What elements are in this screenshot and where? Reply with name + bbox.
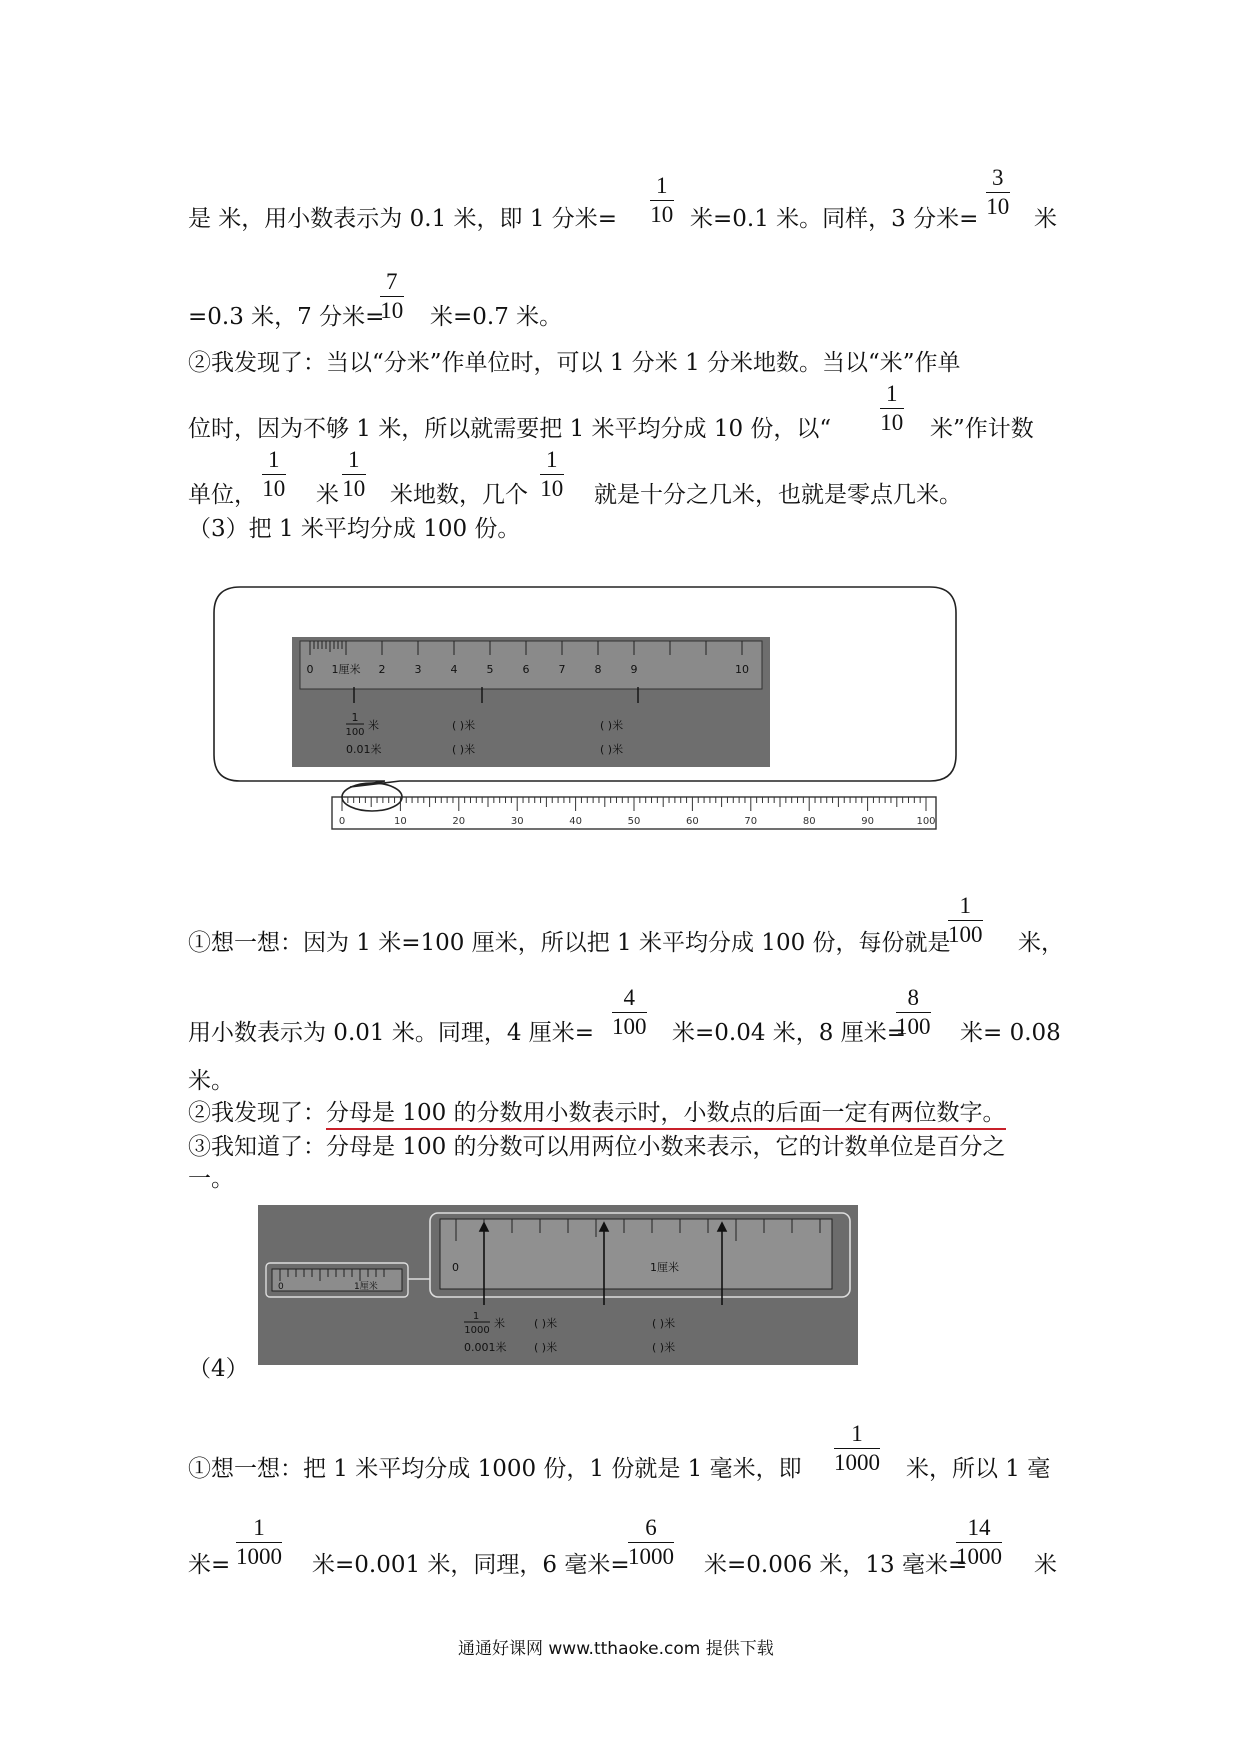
text-line: 就是十分之几米，也就是零点几米。 bbox=[594, 482, 962, 508]
ruler-label: 1厘米 bbox=[650, 1261, 679, 1274]
ruler-top-label: 2 bbox=[378, 663, 386, 676]
text-line: 米=0.7 米。 bbox=[430, 304, 563, 330]
section-heading: （4） bbox=[188, 1356, 249, 1382]
zoomed-ruler bbox=[300, 641, 762, 689]
fraction: 7 10 bbox=[380, 269, 404, 323]
unit-label: 米 bbox=[368, 719, 379, 732]
footer-credit: 通通好课网 www.tthaoke.com 提供下载 bbox=[458, 1639, 774, 1659]
ruler-bottom-label: 90 bbox=[861, 816, 874, 827]
ruler-bottom-label: 80 bbox=[802, 816, 816, 827]
fraction: 6 1000 bbox=[628, 1515, 674, 1569]
ruler-top-label: 1厘米 bbox=[331, 663, 361, 676]
small-ruler-label: 0 bbox=[278, 1282, 284, 1292]
blank-answer: ( )米 bbox=[534, 1317, 558, 1330]
ruler-figure-centimeters bbox=[200, 575, 960, 840]
text-line bbox=[188, 1102, 1006, 1125]
blank-answer: ( )米 bbox=[452, 719, 476, 732]
section-heading: （3）把 1 米平均分成 100 份。 bbox=[188, 516, 521, 542]
text-line: 米=0.1 米。同样，3 分米= bbox=[690, 206, 979, 232]
ruler-bottom-label: 100 bbox=[916, 816, 936, 827]
fraction-numerator: 1 bbox=[472, 1311, 480, 1322]
text-line: 米 bbox=[316, 482, 339, 508]
fraction-denominator: 100 bbox=[345, 727, 365, 738]
ruler-top-label: 3 bbox=[414, 663, 422, 676]
ruler-bottom-label: 60 bbox=[686, 816, 699, 827]
blank-answer: ( )米 bbox=[452, 743, 476, 756]
text-line: 米= 0.08 bbox=[960, 1020, 1061, 1046]
fraction: 1 100 bbox=[948, 893, 983, 947]
ruler-bottom-label: 70 bbox=[744, 816, 758, 827]
text-line: 米=0.04 米，8 厘米= bbox=[672, 1020, 907, 1046]
fraction: 14 1000 bbox=[956, 1515, 1002, 1569]
ruler-bottom-label: 20 bbox=[452, 816, 466, 827]
fraction: 1 10 bbox=[880, 381, 904, 435]
text-line: 米地数，几个 bbox=[390, 482, 528, 508]
text-line: 米 bbox=[1034, 1552, 1057, 1578]
text-line: 米 bbox=[1034, 206, 1057, 232]
text-line: 米=0.006 米，13 毫米= bbox=[704, 1552, 968, 1578]
blank-answer: ( )米 bbox=[600, 719, 624, 732]
fraction: 1 10 bbox=[262, 447, 286, 501]
ruler-top-label: 0 bbox=[306, 663, 314, 676]
ruler-top-label: 7 bbox=[558, 663, 566, 676]
text-line: 米”作计数 bbox=[930, 416, 1034, 442]
text-line: ①想一想：把 1 米平均分成 1000 份，1 份就是 1 毫米，即 bbox=[188, 1456, 802, 1482]
text-line: =0.3 米，7 分米= bbox=[188, 304, 385, 330]
ruler-bottom-label: 0 bbox=[338, 816, 346, 827]
text-line: 位时，因为不够 1 米，所以就需要把 1 米平均分成 10 份，以“ bbox=[188, 416, 832, 442]
underlined-text: 分母是 100 的分数用小数表示时，小数点的后面一定有两位数字。 bbox=[326, 1100, 1006, 1130]
small-ruler-label: 1厘米 bbox=[354, 1282, 378, 1292]
text-line: 米。 bbox=[188, 1068, 234, 1094]
text-line: 米= bbox=[188, 1552, 231, 1578]
text-line: 是 米，用小数表示为 0.1 米，即 1 分米= bbox=[188, 206, 618, 232]
ruler-label: 0 bbox=[452, 1261, 459, 1274]
text-line: 用小数表示为 0.01 米。同理，4 厘米= bbox=[188, 1020, 595, 1046]
fraction: 1 10 bbox=[540, 447, 564, 501]
ruler-top-label: 9 bbox=[630, 663, 638, 676]
ruler-top-label: 4 bbox=[450, 663, 458, 676]
unit-label: 米 bbox=[494, 1317, 505, 1330]
ruler-figure-millimeters bbox=[258, 1205, 858, 1365]
small-ruler bbox=[272, 1269, 402, 1291]
fraction: 4 100 bbox=[612, 985, 647, 1039]
fraction: 1 10 bbox=[650, 173, 674, 227]
fraction: 8 100 bbox=[896, 985, 931, 1039]
fraction: 1 1000 bbox=[236, 1515, 282, 1569]
fraction: 1 10 bbox=[342, 447, 366, 501]
ruler-bottom-label: 40 bbox=[569, 816, 582, 827]
fraction: 1 1000 bbox=[834, 1421, 880, 1475]
blank-answer: ( )米 bbox=[600, 743, 624, 756]
ruler-bottom-label: 50 bbox=[627, 816, 641, 827]
decimal-label: 0.001米 bbox=[464, 1341, 507, 1354]
ruler-bottom-label: 10 bbox=[394, 816, 407, 827]
ruler-top-label: 10 bbox=[735, 663, 749, 676]
text-line: ②我发现了：当以“分米”作单位时，可以 1 分米 1 分米地数。当以“米”作单 bbox=[188, 350, 961, 376]
text-line: ①想一想：因为 1 米=100 厘米，所以把 1 米平均分成 100 份，每份就是 bbox=[188, 930, 951, 956]
ruler-top-label: 6 bbox=[522, 663, 530, 676]
fraction-numerator: 1 bbox=[351, 711, 359, 724]
fraction-denominator: 1000 bbox=[464, 1325, 490, 1336]
ruler-top-label: 8 bbox=[594, 663, 602, 676]
blank-answer: ( )米 bbox=[652, 1341, 676, 1354]
ruler-bottom-label: 30 bbox=[510, 816, 524, 827]
ruler-top-label: 5 bbox=[486, 663, 494, 676]
text-span: ②我发现了： bbox=[188, 1100, 326, 1126]
text-line: 单位， bbox=[188, 482, 257, 508]
blank-answer: ( )米 bbox=[534, 1341, 558, 1354]
zoomed-ruler bbox=[440, 1219, 832, 1289]
text-line: 米， bbox=[1018, 930, 1064, 956]
text-line: 米，所以 1 毫 bbox=[906, 1456, 1051, 1482]
fraction: 3 10 bbox=[986, 165, 1010, 219]
blank-answer: ( )米 bbox=[652, 1317, 676, 1330]
decimal-label: 0.01米 bbox=[346, 743, 382, 756]
text-line: ③我知道了：分母是 100 的分数可以用两位小数来表示，它的计数单位是百分之 bbox=[188, 1134, 1006, 1160]
text-line: 米=0.001 米，同理，6 毫米= bbox=[312, 1552, 630, 1578]
text-line: 一。 bbox=[188, 1166, 234, 1192]
